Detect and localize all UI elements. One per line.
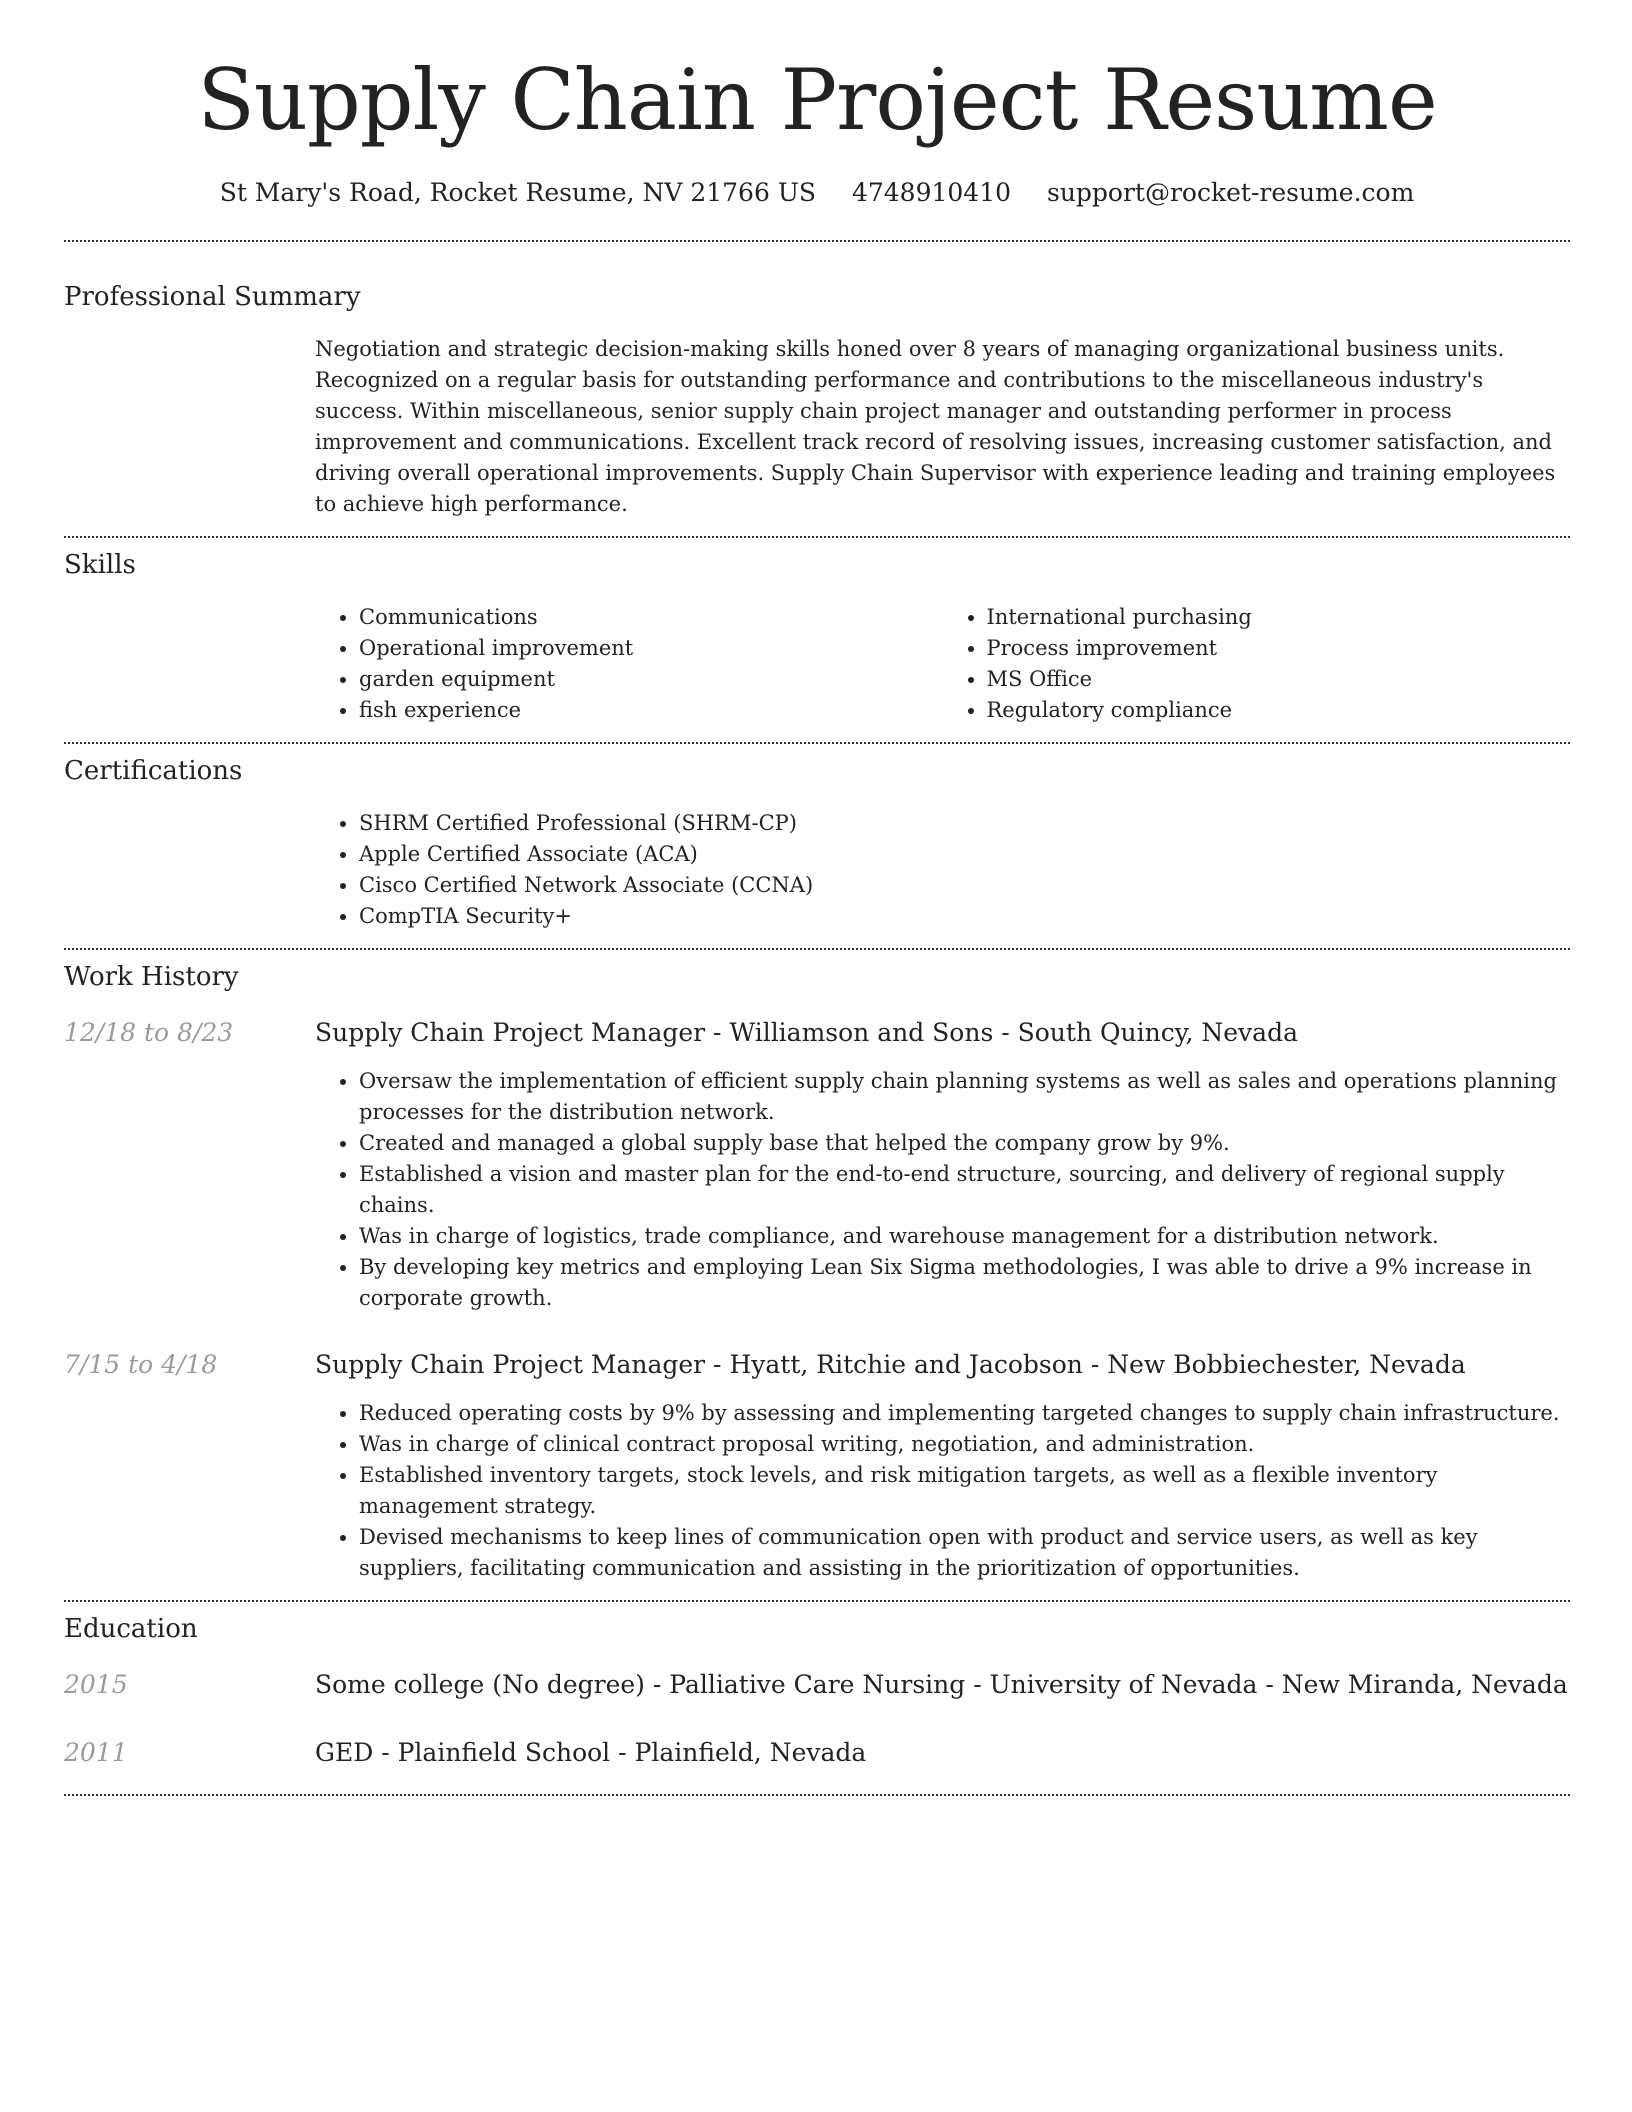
certifications-section: [64, 744, 1570, 932]
education-year: 2011: [64, 1738, 128, 1767]
list-item: • SHRM Certified Professional (SHRM-CP): [359, 808, 1570, 839]
list-item: • Oversaw the implementation of efficient supply chain planning systems as well as sales and operations planning processes for the distribution network.: [359, 1066, 1570, 1128]
list-item: • International purchasing: [987, 602, 1571, 633]
job-bullets: [315, 1398, 1570, 1584]
education-year: 2015: [64, 1670, 128, 1699]
list-item: • Was in charge of logistics, trade compliance, and warehouse management for a distribution network.: [359, 1221, 1570, 1252]
skills-list-left: [315, 602, 943, 726]
summary-text: Negotiation and strategic decision-making skills honed over 8 years of managing organizational business units. Recognized on a regular basis for outstanding performance and contributions to the miscellaneous industry's success. Within miscellaneous, senior supply chain project manager and outstanding performer in process improvement and communications. Excellent track record of resolving issues, increasing customer satisfaction, and driving overall operational improvements. Supply Chain Supervisor with experience leading and training employees to achieve high performance.: [315, 337, 1556, 516]
summary-section: [64, 242, 1570, 520]
education-heading: GED - Plainfield School - Plainfield, Nevada: [315, 1738, 867, 1767]
job-heading: Supply Chain Project Manager - Hyatt, Ritchie and Jacobson - New Bobbiechester, Nevada: [315, 1350, 1466, 1379]
certifications-list: [315, 808, 1570, 932]
resume-page: [64, 0, 1570, 1796]
list-item: • garden equipment: [359, 664, 943, 695]
job-dates: 12/18 to 8/23: [64, 1018, 234, 1047]
list-item: • Operational improvement: [359, 633, 943, 664]
section-title-work-history: Work History: [64, 962, 239, 992]
education-entry: [64, 1668, 1570, 1702]
divider: [64, 1794, 1570, 1796]
skills-section: [64, 538, 1570, 726]
job-bullets: [315, 1066, 1570, 1314]
list-item: • Process improvement: [987, 633, 1571, 664]
section-title-education: Education: [64, 1614, 198, 1644]
job-heading: Supply Chain Project Manager - Williamson and Sons - South Quincy, Nevada: [315, 1018, 1298, 1047]
list-item: • By developing key metrics and employing Lean Six Sigma methodologies, I was able to drive a 9% increase in corporate growth.: [359, 1252, 1570, 1314]
list-item: • Communications: [359, 602, 943, 633]
job-entry: [64, 1016, 1570, 1314]
list-item: • Reduced operating costs by 9% by assessing and implementing targeted changes to supply chain infrastructure.: [359, 1398, 1570, 1429]
list-item: • Created and managed a global supply base that helped the company grow by 9%.: [359, 1128, 1570, 1159]
resume-title: Supply Chain Project Resume: [197, 51, 1437, 149]
education-section: [64, 1602, 1570, 1770]
list-item: • Established inventory targets, stock levels, and risk mitigation targets, as well as a flexible inventory management strategy.: [359, 1460, 1570, 1522]
list-item: • Devised mechanisms to keep lines of communication open with product and service users, as well as key suppliers, facilitating communication and assisting in the prioritization of opportunities.: [359, 1522, 1570, 1584]
list-item: • Cisco Certified Network Associate (CCNA): [359, 870, 1570, 901]
list-item: • Established a vision and master plan for the end-to-end structure, sourcing, and delivery of regional supply chains.: [359, 1159, 1570, 1221]
contact-phone: 4748910410: [851, 178, 1012, 207]
education-entry: [64, 1736, 1570, 1770]
work-history-section: [64, 950, 1570, 1584]
contact-email[interactable]: support@rocket-resume.com: [1046, 178, 1415, 207]
list-item: • Regulatory compliance: [987, 695, 1571, 726]
section-title-certifications: Certifications: [64, 756, 243, 786]
list-item: • Was in charge of clinical contract proposal writing, negotiation, and administration.: [359, 1429, 1570, 1460]
job-entry: [64, 1348, 1570, 1584]
list-item: • CompTIA Security+: [359, 901, 1570, 932]
skills-list-right: [943, 602, 1571, 726]
list-item: • Apple Certified Associate (ACA): [359, 839, 1570, 870]
job-dates: 7/15 to 4/18: [64, 1350, 218, 1379]
contact-line: [64, 176, 1570, 210]
section-title-skills: Skills: [64, 550, 136, 580]
list-item: • fish experience: [359, 695, 943, 726]
section-title-summary: Professional Summary: [64, 282, 361, 312]
list-item: • MS Office: [987, 664, 1571, 695]
contact-address: St Mary's Road, Rocket Resume, NV 21766 US: [219, 178, 817, 207]
education-heading: Some college (No degree) - Palliative Care Nursing - University of Nevada - New Miranda, Nevada: [315, 1670, 1568, 1699]
